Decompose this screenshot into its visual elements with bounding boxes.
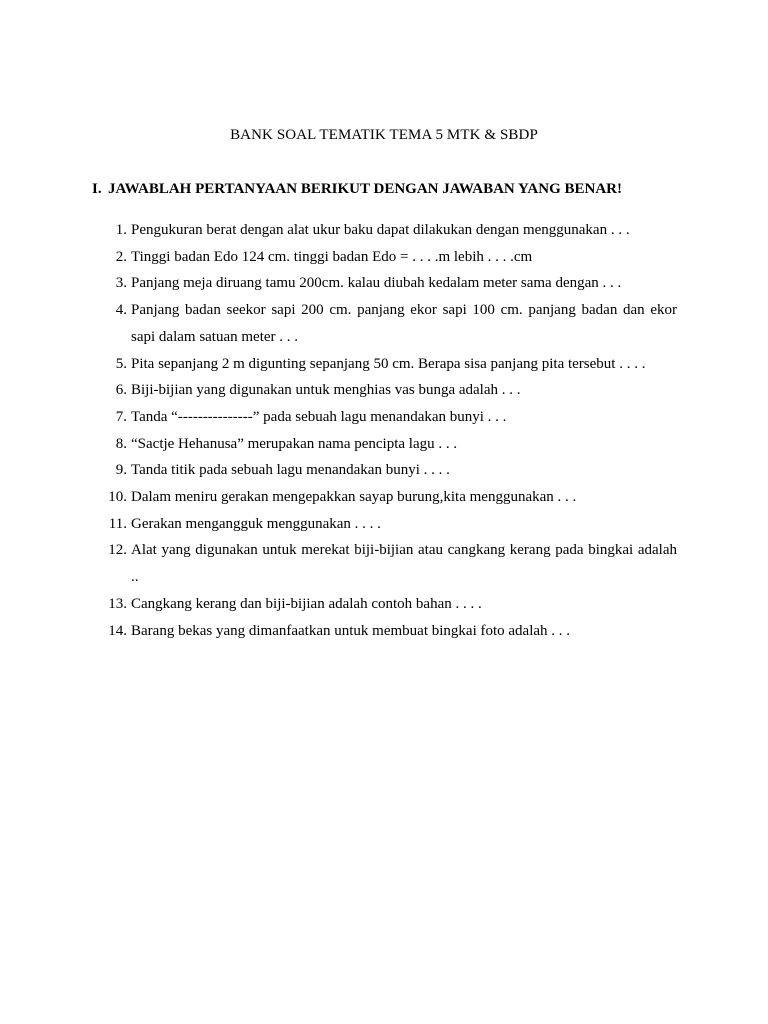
question-item — [92, 217, 677, 244]
question-number: 11. — [108, 515, 127, 532]
question-number: 2. — [115, 248, 127, 265]
question-list — [92, 217, 677, 644]
question-text: Tanda “---------------” pada sebuah lagu menandakan bunyi . . . — [131, 408, 507, 425]
question-number: 10. — [108, 489, 127, 506]
question-text: Biji-bijian yang digunakan untuk menghias vas bunga adalah . . . — [131, 382, 521, 399]
question-number: 1. — [115, 222, 127, 238]
section-number: I. — [92, 181, 102, 197]
question-item — [92, 484, 677, 511]
question-text: “Sactje Hehanusa” merupakan nama pencipta lagu . . . — [131, 435, 458, 452]
question-item — [92, 537, 677, 590]
question-text: Tanda titik pada sebuah lagu menandakan bunyi . . . . — [131, 462, 450, 479]
question-item — [92, 244, 677, 271]
question-item — [92, 457, 677, 484]
question-text: Gerakan mengangguk menggunakan . . . . — [131, 515, 381, 532]
question-text: Pita sepanjang 2 m digunting sepanjang 50 cm. Berapa sisa panjang pita tersebut . . . . — [131, 355, 646, 372]
question-item — [92, 511, 677, 538]
question-number: 13. — [108, 595, 127, 612]
question-text: Alat yang digunakan untuk merekat biji-bijian atau cangkang kerang pada bingkai adalah .. — [131, 542, 677, 586]
question-number: 14. — [108, 622, 127, 639]
question-item — [92, 351, 677, 378]
document-title: BANK SOAL TEMATIK TEMA 5 MTK & SBDP — [230, 127, 538, 143]
question-number: 7. — [115, 408, 127, 425]
question-text: Pengukuran berat dengan alat ukur baku dapat dilakukan dengan menggunakan . . . — [131, 222, 630, 238]
question-number: 4. — [115, 302, 127, 319]
question-text: Panjang meja diruang tamu 200cm. kalau diubah kedalam meter sama dengan . . . — [131, 275, 622, 292]
question-item — [92, 270, 677, 297]
section-heading — [92, 180, 622, 198]
section-heading-text: JAWABLAH PERTANYAAN BERIKUT DENGAN JAWABAN YANG BENAR! — [108, 181, 622, 197]
question-text: Cangkang kerang dan biji-bijian adalah contoh bahan . . . . — [131, 595, 482, 612]
question-item — [92, 431, 677, 458]
question-number: 5. — [115, 355, 127, 372]
question-item — [92, 618, 677, 645]
question-number: 6. — [115, 382, 127, 399]
question-text: Dalam meniru gerakan mengepakkan sayap burung,kita menggunakan . . . — [131, 489, 577, 506]
question-item — [92, 377, 677, 404]
question-item — [92, 591, 677, 618]
question-text: Tinggi badan Edo 124 cm. tinggi badan Edo = . . . .m lebih . . . .cm — [131, 248, 533, 265]
question-item — [92, 297, 677, 350]
question-text: Barang bekas yang dimanfaatkan untuk membuat bingkai foto adalah . . . — [131, 622, 571, 639]
question-text: Panjang badan seekor sapi 200 cm. panjang ekor sapi 100 cm. panjang badan dan ekor sapi dalam satuan meter . . . — [131, 302, 677, 345]
question-number: 3. — [115, 275, 127, 292]
question-number: 8. — [115, 435, 127, 452]
question-item — [92, 404, 677, 431]
question-number: 9. — [115, 462, 127, 479]
question-number: 12. — [108, 542, 127, 559]
